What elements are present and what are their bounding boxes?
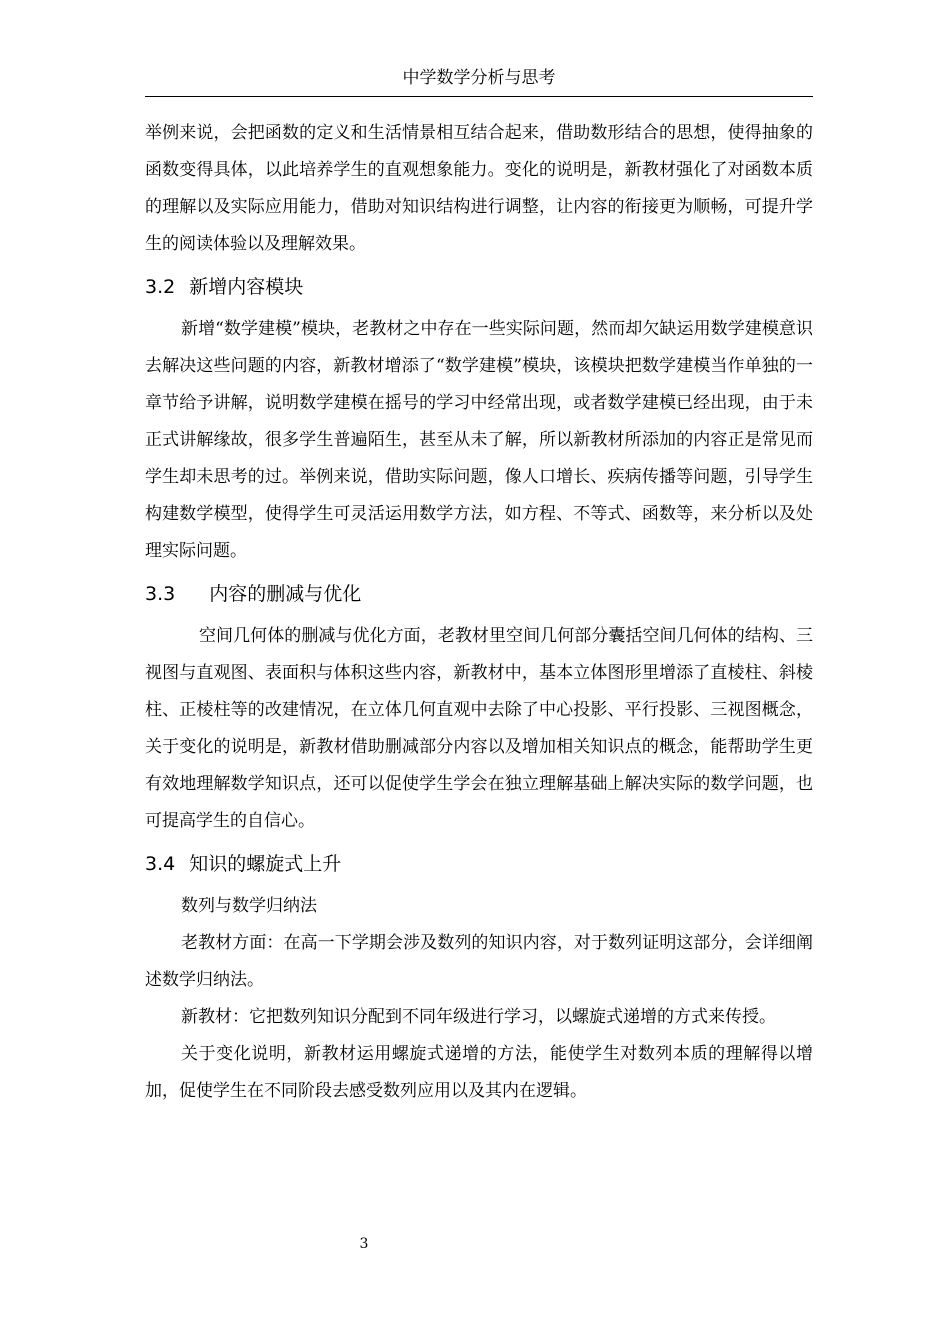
section-number: 3.4 xyxy=(145,853,176,875)
section-number: 3.2 xyxy=(145,276,176,298)
section-title: 新增内容模块 xyxy=(189,276,304,298)
running-header: 中学数学分析与思考 xyxy=(402,68,556,88)
document-body xyxy=(145,115,813,1110)
section-title: 知识的螺旋式上升 xyxy=(189,853,342,875)
body-paragraph: 关于变化说明，新教材运用螺旋式递增的方法，能使学生对数列本质的理解得以增加，促使学生在不同阶段去感受数列应用以及其内在逻辑。 xyxy=(145,1044,813,1101)
page-number: 3 xyxy=(359,1236,369,1252)
body-paragraph: 老教材方面：在高一下学期会涉及数列的知识内容，对于数列证明这部分，会详细阐述数学归纳法。 xyxy=(145,933,813,990)
subsection-label: 数列与数学归纳法 xyxy=(181,896,317,916)
section-title: 内容的删减与优化 xyxy=(209,583,362,605)
body-paragraph: 空间几何体的删减与优化方面，老教材里空间几何部分囊括空间几何体的结构、三视图与直观图、表面积与体积这些内容，新教材中，基本立体图形里增添了直棱柱、斜棱柱、正棱柱等的改建情况，在立体几何直观中去除了中心投影、平行投影、三视图概念，关于变化的说明是，新教材借助删减部分内容以及增加相关知识点的概念，能帮助学生更有效地理解数学知识点，还可以促使学生学会在独立理解基础上解决实际的数学问题，也可提高学生的自信心。 xyxy=(145,626,813,831)
section-heading-3-3 xyxy=(145,570,813,618)
body-paragraph: 举例来说，会把函数的定义和生活情景相互结合起来，借助数形结合的思想，使得抽象的函数变得具体，以此培养学生的直观想象能力。变化的说明是，新教材强化了对函数本质的理解以及实际应用能力，借助对知识结构进行调整，让内容的衔接更为顺畅，可提升学生的阅读体验以及理解效果。 xyxy=(145,123,813,254)
section-number: 3.3 xyxy=(145,583,176,605)
section-heading-3-4 xyxy=(145,840,813,888)
body-paragraph: 新增“数学建模”模块，老教材之中存在一些实际问题，然而却欠缺运用数学建模意识去解决这些问题的内容，新教材增添了“数学建模”模块，该模块把数学建模当作单独的一章节给予讲解，说明数学建模在摇号的学习中经常出现，或者数学建模已经出现，由于未正式讲解缘故，很多学生普遍陌生，甚至从未了解，所以新教材所添加的内容正是常见而学生却未思考的过。举例来说，借助实际问题，像人口增长、疾病传播等问题，引导学生构建数学模型，使得学生可灵活运用数学方法，如方程、不等式、函数等，来分析以及处理实际问题。 xyxy=(145,319,813,561)
body-paragraph: 新教材：它把数列知识分配到不同年级进行学习，以螺旋式递增的方式来传授。 xyxy=(181,1007,776,1027)
header-rule xyxy=(145,96,813,97)
section-heading-3-2 xyxy=(145,263,813,311)
